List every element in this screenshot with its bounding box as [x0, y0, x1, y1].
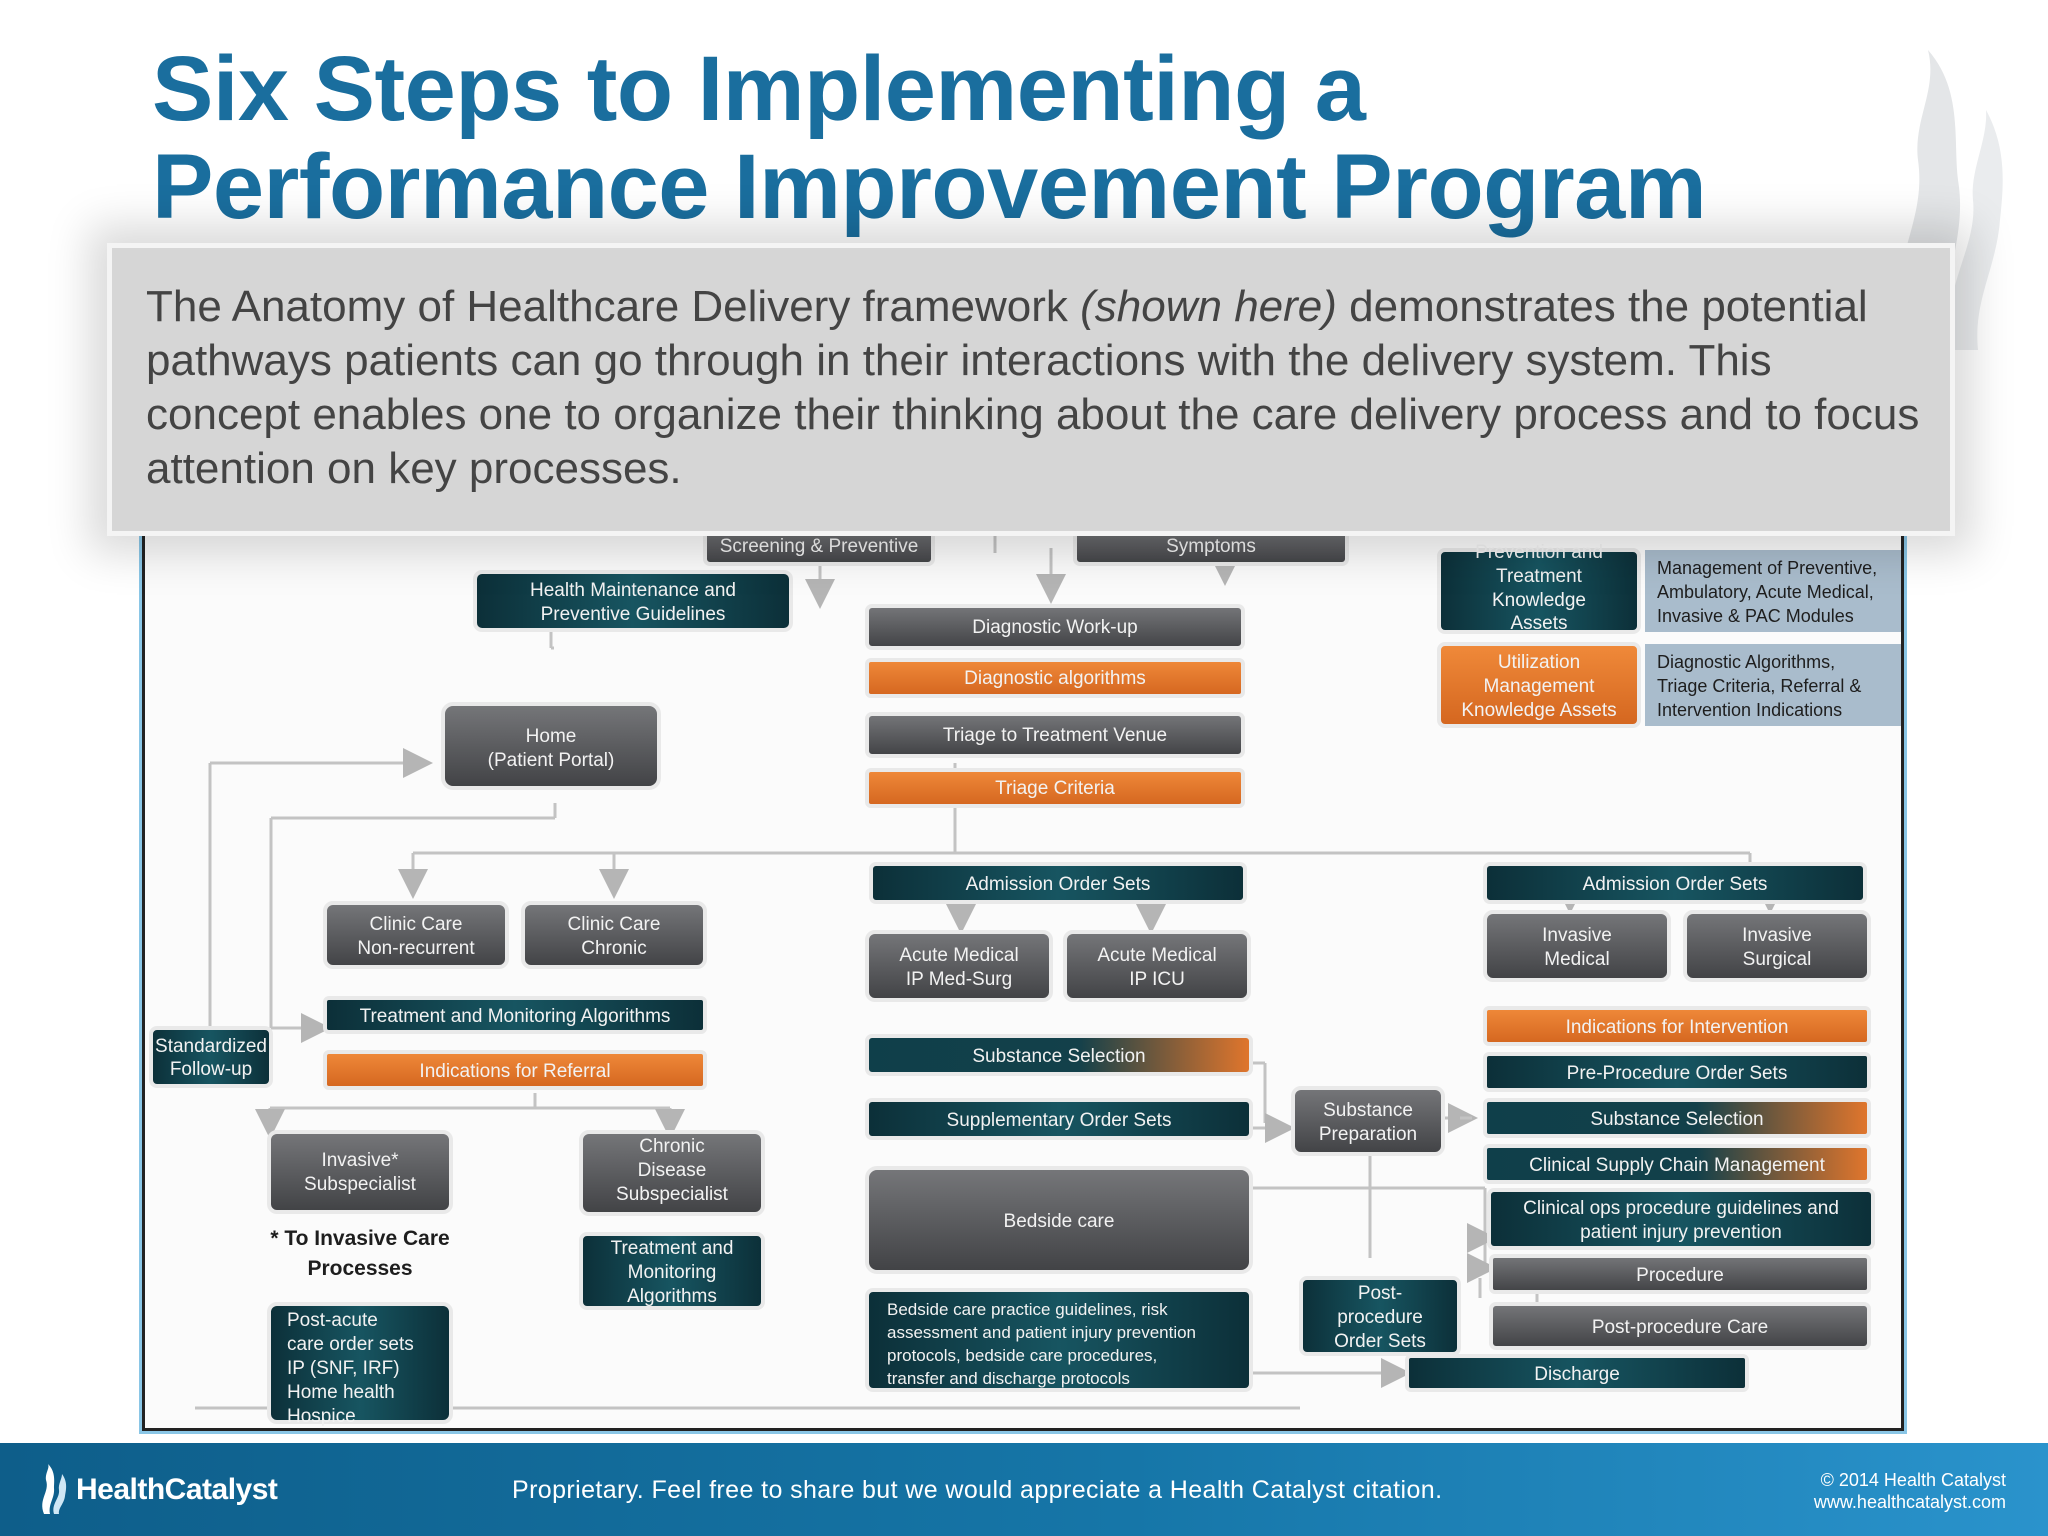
svg-text:Management of Preventive,: Management of Preventive,	[1657, 558, 1878, 578]
discharge-box	[1407, 1356, 1747, 1390]
diagnostic-algorithms-box	[867, 660, 1243, 696]
svg-text:Follow-up: Follow-up	[169, 1059, 253, 1080]
clinical-ops-guidelines-box	[1489, 1190, 1873, 1248]
pre-procedure-order-sets-box	[1485, 1054, 1869, 1090]
diagnostic-workup-box	[867, 606, 1243, 648]
svg-text:Ambulatory, Acute Medical,: Ambulatory, Acute Medical,	[1657, 582, 1874, 602]
svg-text:Subspecialist: Subspecialist	[304, 1174, 416, 1195]
svg-text:Disease: Disease	[637, 1160, 707, 1181]
svg-text:Substance: Substance	[1323, 1100, 1413, 1121]
svg-text:Bedside care: Bedside care	[1003, 1211, 1115, 1232]
flame-logo-icon	[38, 1464, 68, 1516]
substance-selection-right-box	[1485, 1100, 1869, 1136]
post-acute-care-box	[269, 1304, 451, 1427]
svg-text:Preventive Guidelines: Preventive Guidelines	[540, 604, 726, 625]
svg-text:Home: Home	[525, 726, 577, 747]
svg-text:Symptoms: Symptoms	[1166, 536, 1256, 557]
svg-text:care order sets: care order sets	[287, 1334, 414, 1355]
svg-text:IP (SNF, IRF): IP (SNF, IRF)	[287, 1358, 400, 1379]
invasive-subspecialist-box	[269, 1132, 451, 1212]
svg-text:Hospice: Hospice	[287, 1406, 356, 1427]
prevention-treatment-knowledge-box	[1439, 542, 1639, 634]
post-procedure-order-sets-box	[1301, 1278, 1459, 1354]
svg-text:Chronic: Chronic	[581, 938, 647, 959]
svg-text:Management: Management	[1483, 676, 1595, 697]
svg-text:Chronic: Chronic	[639, 1136, 705, 1157]
health-maintenance-box	[475, 572, 791, 630]
healthcare-delivery-diagram	[142, 505, 1904, 1431]
website-link[interactable]: www.healthcatalyst.com	[1813, 1492, 2006, 1512]
svg-text:Invasive*: Invasive*	[321, 1150, 399, 1171]
svg-text:Diagnostic Algorithms,: Diagnostic Algorithms,	[1657, 652, 1836, 672]
svg-text:Algorithms: Algorithms	[627, 1286, 717, 1307]
svg-text:Clinic Care: Clinic Care	[369, 914, 463, 935]
clinic-care-nonrecurrent-box	[325, 903, 507, 967]
clinical-supply-chain-box	[1485, 1146, 1869, 1182]
svg-text:transfer and discharge protoco: transfer and discharge protocols	[887, 1369, 1130, 1388]
acute-icu-box	[1065, 932, 1249, 1000]
svg-text:Non-recurrent: Non-recurrent	[357, 938, 475, 959]
svg-text:Substance Selection: Substance Selection	[1590, 1109, 1764, 1130]
svg-text:Preparation: Preparation	[1318, 1124, 1418, 1145]
acute-medsurg-box	[867, 932, 1051, 1000]
svg-text:Diagnostic algorithms: Diagnostic algorithms	[964, 668, 1146, 689]
svg-text:procedure: procedure	[1337, 1307, 1423, 1328]
treatment-monitoring-small-box	[581, 1234, 763, 1308]
utilization-management-description	[1645, 644, 1901, 726]
svg-text:Procedure: Procedure	[1636, 1265, 1724, 1286]
svg-text:Health Maintenance and: Health Maintenance and	[530, 580, 736, 601]
svg-text:Post-acute: Post-acute	[287, 1310, 378, 1331]
procedure-box	[1491, 1256, 1869, 1292]
svg-text:assessment and patient injury: assessment and patient injury prevention	[887, 1323, 1197, 1342]
admission-order-sets-right-box	[1485, 864, 1865, 902]
invasive-surgical-box	[1685, 912, 1869, 980]
svg-text:Order Sets: Order Sets	[1334, 1331, 1426, 1352]
intro-callout	[107, 243, 1955, 536]
svg-text:Post-: Post-	[1357, 1283, 1403, 1304]
svg-text:Standardized: Standardized	[155, 1036, 267, 1057]
svg-text:Acute Medical: Acute Medical	[1097, 945, 1217, 966]
chronic-disease-subspecialist-box	[581, 1132, 763, 1214]
home-patient-portal-box	[443, 704, 659, 788]
bedside-guidelines-box	[867, 1290, 1251, 1390]
substance-preparation-box	[1293, 1088, 1443, 1154]
intro-text: The Anatomy of Healthcare Delivery framework (shown here) demonstrates the potential pathways patients can go through in their interactions with the delivery system. This concept enables one to organize their thinking about the care delivery process and to focus attention on key processes.	[146, 282, 1920, 493]
svg-text:Indications for Intervention: Indications for Intervention	[1565, 1017, 1789, 1038]
svg-text:Bedside care practice guidelin: Bedside care practice guidelines, risk	[887, 1300, 1168, 1319]
indications-referral-box	[325, 1052, 705, 1088]
svg-text:Clinical Supply Chain Manageme: Clinical Supply Chain Management	[1529, 1155, 1825, 1176]
title-line-2: Performance Improvement Program	[152, 136, 1707, 238]
title-line-1: Six Steps to Implementing a	[152, 38, 1366, 140]
svg-text:Admission Order Sets: Admission Order Sets	[1582, 874, 1768, 895]
footer-copyright	[1814, 1469, 2006, 1513]
svg-text:Treatment and: Treatment and	[610, 1238, 734, 1259]
svg-text:Diagnostic Work-up: Diagnostic Work-up	[972, 617, 1138, 638]
svg-text:(Patient Portal): (Patient Portal)	[487, 750, 615, 771]
svg-text:Discharge: Discharge	[1534, 1364, 1620, 1385]
svg-text:Invasive: Invasive	[1542, 925, 1612, 946]
triage-criteria-box	[867, 770, 1243, 806]
svg-text:patient injury prevention: patient injury prevention	[1580, 1222, 1782, 1243]
svg-text:Subspecialist: Subspecialist	[616, 1184, 728, 1205]
svg-text:Assets: Assets	[1510, 613, 1568, 634]
svg-text:Utilization: Utilization	[1497, 652, 1581, 673]
prevention-treatment-description	[1645, 550, 1901, 632]
svg-text:Home health: Home health	[287, 1382, 395, 1403]
svg-text:Screening & Preventive: Screening & Preventive	[719, 536, 919, 557]
svg-text:Intervention Indications: Intervention Indications	[1657, 700, 1843, 720]
indications-intervention-box	[1485, 1008, 1869, 1044]
svg-text:Triage Criteria, Referral &: Triage Criteria, Referral &	[1657, 676, 1862, 696]
substance-selection-center-box	[867, 1036, 1251, 1074]
standardized-followup-box	[151, 1028, 271, 1086]
svg-text:IP ICU: IP ICU	[1129, 969, 1185, 990]
svg-text:Knowledge Assets: Knowledge Assets	[1461, 700, 1617, 721]
svg-text:Clinical ops procedure guideli: Clinical ops procedure guidelines and	[1523, 1198, 1839, 1219]
svg-text:Treatment and Monitoring Algor: Treatment and Monitoring Algorithms	[359, 1006, 671, 1027]
svg-text:Invasive: Invasive	[1742, 925, 1812, 946]
triage-treatment-venue-box	[867, 714, 1243, 756]
svg-text:Supplementary Order Sets: Supplementary Order Sets	[946, 1110, 1172, 1131]
utilization-management-knowledge-box	[1439, 644, 1639, 726]
svg-text:Triage Criteria: Triage Criteria	[995, 778, 1115, 799]
invasive-care-note	[270, 1227, 449, 1280]
svg-text:protocols, bedside care proced: protocols, bedside care procedures,	[887, 1346, 1158, 1365]
post-procedure-care-box	[1491, 1304, 1869, 1348]
treatment-monitoring-algorithms-box	[325, 998, 705, 1032]
svg-text:Acute Medical: Acute Medical	[899, 945, 1019, 966]
svg-text:Pre-Procedure Order Sets: Pre-Procedure Order Sets	[1566, 1063, 1788, 1084]
slide-title	[152, 40, 1852, 236]
svg-text:Indications for Referral: Indications for Referral	[419, 1061, 611, 1082]
intro-emphasis: (shown here)	[1080, 282, 1337, 331]
supplementary-order-sets-box	[867, 1100, 1251, 1138]
svg-text:Post-procedure Care: Post-procedure Care	[1591, 1317, 1769, 1338]
svg-text:Processes: Processes	[307, 1257, 413, 1280]
svg-text:Monitoring: Monitoring	[627, 1262, 717, 1283]
svg-text:* To Invasive Care: * To Invasive Care	[270, 1227, 450, 1250]
svg-text:Triage to Treatment Venue: Triage to Treatment Venue	[942, 725, 1168, 746]
svg-text:Substance Selection: Substance Selection	[972, 1046, 1146, 1067]
admission-order-sets-center-box	[871, 864, 1245, 902]
copyright-text: © 2014 Health Catalyst	[1820, 1470, 2006, 1490]
clinic-care-chronic-box	[523, 903, 705, 967]
svg-text:Surgical: Surgical	[1742, 949, 1812, 970]
svg-text:Knowledge: Knowledge	[1491, 590, 1587, 611]
svg-text:IP Med-Surg: IP Med-Surg	[905, 969, 1013, 990]
logo-text: HealthCatalyst	[76, 1473, 278, 1506]
footer-bar	[0, 1443, 2048, 1536]
invasive-medical-box	[1485, 912, 1669, 980]
svg-text:Invasive & PAC Modules: Invasive & PAC Modules	[1657, 606, 1854, 626]
svg-text:Admission Order Sets: Admission Order Sets	[965, 874, 1151, 895]
footer-tagline: Proprietary. Feel free to share but we would appreciate a Health Catalyst citation.	[512, 1476, 1443, 1504]
svg-text:Treatment: Treatment	[1496, 566, 1582, 587]
svg-text:Medical: Medical	[1544, 949, 1610, 970]
health-catalyst-logo	[38, 1465, 277, 1515]
bedside-care-box	[867, 1168, 1251, 1272]
svg-text:Prevention and: Prevention and	[1475, 542, 1603, 563]
svg-text:Clinic Care: Clinic Care	[567, 914, 661, 935]
